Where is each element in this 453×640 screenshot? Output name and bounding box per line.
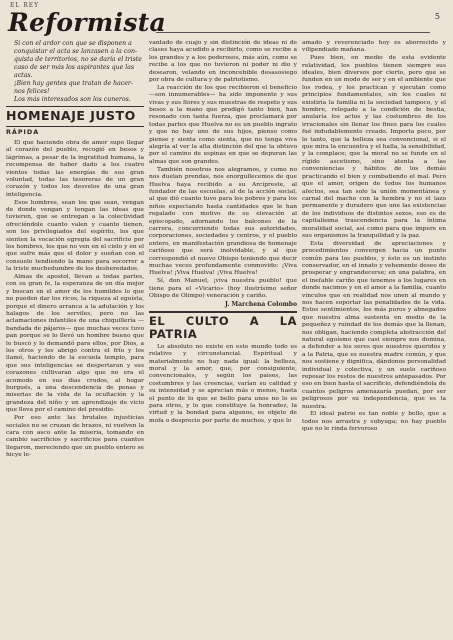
epigraph [6,40,144,103]
article-title-2: EL CULTO A LA PATRIA [149,313,297,341]
epigraph-line: Si con el ardor con que se disponen a [14,40,132,47]
masthead [6,2,446,36]
masthead-top-text: EL REY [10,2,40,9]
article-paragraph: Almas de apostol, llevan a todas partes, con su gran fe, la esperanza de un día mejor y buscan en el amor de los humildes lo que no pueden dar los ricos, la riqueza al egoísta, porque el dinero arranca a la adulación y los halagos de los serviles, pero no las aclamaciones infantiles de una chiquillería —bandada de pájaros— que muchas veces tuvo pan porque se lo llevó un hombre bueno que lo buscó y lo demandó para ellos, por Dios, a los otros y les abrigó contra el frío y los llamó, haciendo de la escuela templo, para que sus inteligencias se despertaran y sus corazones cultivaran algo que no era el acomodo en sus dias crudos, al hogar burgués, a una descendencia de penas y miserias de la vida de la ocultación y la grandeza del niño y un aprendizaje de vicio que lleva por el camino del presidio. [6,273,144,414]
epigraph-line: actas. [14,71,33,79]
article-paragraph: El ideal patrio es tan noble y bello, que a todos nos arrastra y subyuga; no hay pueblo que no le rinda fervoroso [302,411,446,433]
epigraph-line: conquistar el acta se lanzasen a la con- [14,47,138,55]
article-paragraph: Esos hombres, sean los que sean, vengan de donde vengan y tengan las ideas que tuvieren, que se entregan a la colectividad ofreciéndole cuanto valen y cuanto tienen, son los privilegiados del espíritu, los que sienten la vocación egregia del sacrificio por los hombres, los que no ven en el cielo y en el que sufre más que el dolor y sueñan con el consuelo tendiendo la mano para socorrer a la triste muchedumbre de los desheredados. [6,199,144,273]
article-paragraph: La reacción de los que recibieron el beneficio—son innumerables— ha sido imponente y sus vivas y sus flores y sus muestras de respeto y sus besos a la mano que prodigó tanto bien, han resonado con tanta fuerza, que proclamará por todas partes que Huelva no es un pueblo ingrato y que no hay uno de sus hijos, pienso como piense y sienta como sienta, que no tenga viva alegría al ver la alta distinción del que la obtuvo por el camino de espinas en que se depuran las almas que son grandes. [149,84,297,165]
page-number: 5 [434,12,440,21]
epigraph-line: caso de ser más los aspirantes que las [14,63,135,71]
epigraph-line: Los más interesados son los cuneros. [14,95,131,103]
masthead-title: Reformista [8,8,167,37]
article-paragraph: Sí, don Manuel, ¡viva nuestra pueblo! que tiene para el «Vicario» (hoy ilustrísimo señor Obispo de Olimpo) veneración y cariño. [149,278,297,299]
epigraph-line: ¡Bien hay gentes que tratan de hacer- [14,79,133,87]
column-2 [149,40,297,426]
article-paragraph: También nosotros nos alegramos, y como no nos duelan prendas, nos enorgullecemos de que Huelva haya recibido a su Arcipreste, al fundador de las escuelas, al de la acción social, al que dió cuanto tuvo para los pobres y para los niños expectando hasta cantidades que le han regalado con motivo de su elevación al episcopado, adornando los balcones de la carrera, concurriendo todas sus autoridades, corporaciones, sociedades y centros, y el pueblo entero, en manifestación grandiosa de homenaje cariñoso que será inolvidable, y al que correspondió el nuevo Obispo teniendo que decir muchas veces profundamente conmovido: ¡Viva Huelva! ¡Viva Huelva! ¡Viva Huelva! [149,166,297,277]
article-paragraph: El que haciendo obra de amor supo llegar al corazón del pueblo, recogió en besos y lágrimas, a pesar de la ingratitud humana, la recompensa de haber dado a los cuatro vientos todas las energías de sus gran voluntad, todas las tesoreras de un gran corazón y todos los desvelos de una gran inteligencia. [6,139,144,198]
epigraph-line: quista de territorios, no se daría el triste [14,55,142,63]
article-title: HOMENAJE JUSTO [6,108,136,124]
section-divider [6,106,144,107]
article-paragraph: Por eso ante las brutales injusticias sociales no se cruzan de brazos, ni vuelven la cara con asco ante la miseria, tomando en cambio sacrificios y sacrificios para cuantos llegaron, mereciendo que un pueblo entero se hicye le- [6,415,144,459]
article-paragraph: vantado de cuajo y sin distinción de ideas ni de clases haya acudido a recibirlo, como se recibe a los grandes y a los poderosos, más aún, como se recibe a los que no tuvieron ni poder ni dio y desearon, velando en inconcebible desasosiego por obra de cultura y de patriotismo. [149,40,297,84]
article-paragraph: amado y reverenciado hoy es aborrecido y vilipendiado mañana. [302,40,446,54]
article-byline: RÁPIDA [6,128,40,137]
article-signature: J. Marchena Colombo [224,301,297,309]
epigraph-line: nos felices! [14,87,50,95]
article-paragraph: Pues bien, en medio de esta evidente relatividad, los pueblos tienen siempre sus ideales, bien diversos por cierto, pero que se funden en un modo de ser y en el ambiente que los rodea, y los practican y ejecutan como principios fundamentales, sin los cuales ni existiría la familia ni la sociedad tampoco, y el hombre, relegado a la condición de bestia, anularía los actos y las costumbres de los irracionales sin llenar los fines para los cuales fué indudablemente creado. Importa poco, por lo tanto, que la belleza sea convencional, si el que mira la encuentra y el halla, la sensibilidad, y la complace; que la moral no se funde en el rígido ascetismo, sino atenta a las conveniencias y hábitos de los demás practicando el bien y combatiendo el mal. Pero que el amor, origen de todos los humanos afectos, sea tan solo la unión momentánea y carnal del macho con la hembra y no el lazo permanente y duradero que une las existencias de los individuos de distintos sexos, eso es de capitalísima trascendencia para la íntima moralidad social, así como para que impere en sus organismos la tranquilidad y la paz. [302,55,446,239]
header-rule [156,32,430,33]
article-paragraph: Esta diversidad de apreciaciones y procedimientos convergen hacia un punto común para los pueblos, y ésto es un instinto conservador, en el innato y vehemente deseo de prosperar y engrandecerse; en una palabra, en el inefable cariño que tenemos a los lugares en donde nacimos y en el amor a la familia, cuanto vínculos que en realidad nos unen al mundo y nos hacen soportar las penalidades de la vida. Estos sentimientos, los más puros y abnegados que nuestra alma sustenta en medio de la pequeñez y ruindad de los demás que la llenan, nos obligan, haciendo completa abstracción del natural egoísmo que casi siempre nos domina, a defender a los seres que nuestros queridos y a la Patria, que es nuestra madre común, y que nos sostiene y dignifica, dándonos personalidad individual y colectiva, y un suelo cariñoso reposar los restos de nuestros antepasados. Por eso en bien hasta el sacrificio, defendiéndola de cuantos peligros amenazaría puedan, por ser peligrosos por su independencia, que es la nuestra. [302,240,446,410]
column-3 [302,40,446,434]
section-divider [149,311,297,313]
column-1 [6,40,144,460]
article-paragraph: Lo absoluto no existe en este mundo todo es relativo y circunstancial. Espiritual y materialmente no hay nada igual: la belleza, moral y la amor, que, por consiguiente, convencionales, y según los paises, las costumbres y las creencias, varían su calidad y su intensidad y se aprecian más o menos, hasta el punto de lo que se bello para unos no lo es para otros, y lo que constituye la honradez, la virtud y la bondad para algunos, es objeto de mofa o desprecio por parte de muchos, y que lo [149,343,297,424]
